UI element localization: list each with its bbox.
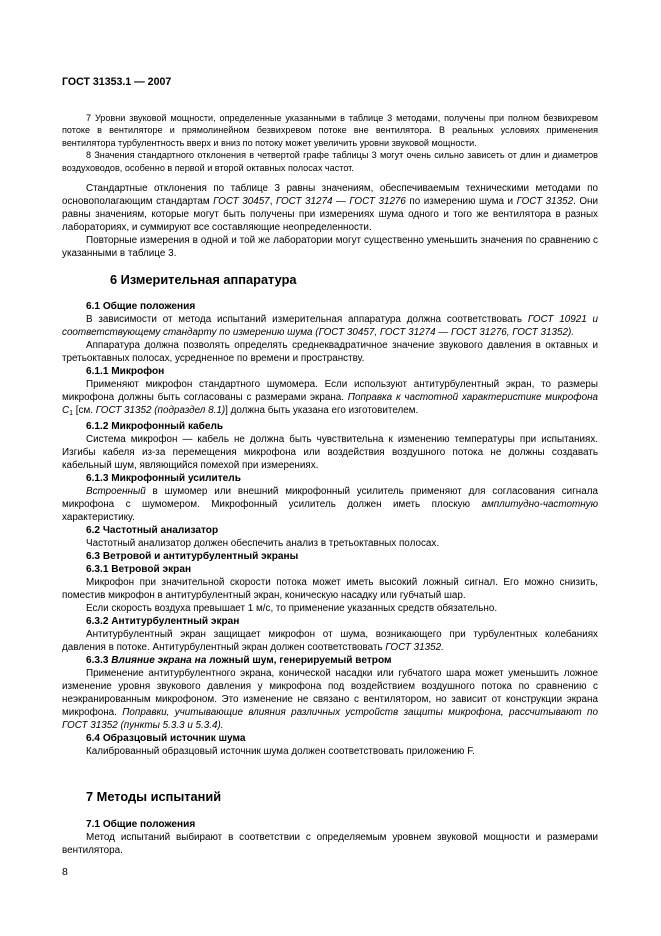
correction-ref: Поправка к частотной характеристике микрофона C — [62, 392, 598, 416]
italic-run: Поправки, учитывающие влияния различных устройств защиты микрофона, рассчитывают по ГОСТ 31352 (пункты 5.3.3 и 5.3.4). — [62, 707, 598, 731]
subsection-6-3-3-paragraph — [62, 667, 598, 732]
notes-block — [62, 112, 598, 174]
subsection-6-1-paragraph-1 — [62, 313, 598, 339]
section-6-body — [62, 300, 598, 758]
standard-deviation-paragraph — [62, 182, 598, 260]
subsection-6-1-1-paragraph — [62, 378, 598, 420]
text-run: Применяют микрофон стандартного шумомера. Если используют антитурбулентный экран, то размеры микрофона должны быть согласованы с размерами экрана. — [62, 379, 598, 403]
page-number: 8 — [62, 866, 68, 878]
subsection-6-3-1-title: 6.3.1 Ветровой экран — [86, 564, 192, 575]
subsection-6-3-1-paragraph-2: Если скорость воздуха превышает 1 м/с, то применение указанных средств обязательно. — [86, 603, 498, 614]
std-ref: ГОСТ 31352. — [385, 642, 444, 653]
section-7-title: 7 Методы испытаний — [86, 789, 222, 804]
text-run: ] должна быть указана его изготовителем. — [225, 405, 419, 416]
subscript: 1 — [69, 410, 74, 417]
section-6-title-block — [62, 272, 598, 287]
section-6-title: 6 Измерительная аппаратура — [110, 272, 297, 287]
std-ref: ГОСТ 10921 и соответствующему стандарту по измерению шума (ГОСТ 30457, ГОСТ 31274 — ГОСТ 31276, ГОСТ 31352). — [62, 314, 598, 338]
text-run: 6.3.3 — [86, 655, 112, 666]
text-run: , — [269, 196, 276, 207]
section-7-block — [62, 789, 598, 857]
note-7: 7 Уровни звуковой мощности, определенные указанными в таблице 3 методами, получены при полном безвихревом потоке в вентиляторе и прямолинейном безвихревом потоке вне вентилятора. В реальных условиях применения вентилятора турбулентность вверх и вниз по потоку может увеличить уровни звуковой мощности. — [62, 113, 598, 148]
subsection-6-3-2-title: 6.3.2 Антитурбулентный экран — [86, 616, 240, 627]
text-run: характеристику. — [62, 512, 135, 523]
text-run: по измерению шума и — [405, 196, 517, 207]
note-8: 8 Значения стандартного отклонения в четвертой графе таблицы 3 могут очень сильно зависеть от длин и диаметров воздуховодов, особенно в первой и второй октавных полосах частот. — [62, 150, 598, 173]
text-run: В зависимости от метода испытаний измерительная аппаратура должна соответствовать — [86, 314, 528, 325]
italic-run: Встроенный — [86, 486, 146, 497]
subsection-6-1-1-title: 6.1.1 Микрофон — [86, 366, 165, 377]
subsection-7-1-paragraph: Метод испытаний выбирают в соответствии с определяемым уровнем звуковой мощности и размерами вентилятора. — [62, 832, 598, 856]
subsection-6-3-2-paragraph — [62, 628, 598, 654]
italic-run: амплитудно-частотную — [481, 499, 598, 510]
subsection-7-1-title: 7.1 Общие положения — [86, 819, 196, 830]
subsection-6-3-3-title — [62, 654, 598, 667]
subsection-6-4-title: 6.4 Образцовый источник шума — [86, 733, 246, 744]
subsection-6-1-3-title: 6.1.3 Микрофонный усилитель — [86, 473, 241, 484]
italic-run: Влияние экрана на — [111, 655, 207, 666]
subsection-6-3-title: 6.3 Ветровой и антитурбулентный экраны — [86, 551, 299, 562]
subsection-6-3-1-paragraph-1: Микрофон при значительной скорости потока может иметь высокий ложный сигнал. Его можно снизить, поместив микрофон в антитурбулентный экран, коническую насадку или губчатый шар. — [62, 577, 598, 601]
text-run: Применение антитурбулентного экрана, конической насадки или губчатого шара может уменьшить ложное изменение уровня звукового давления у микрофона под воздействием воздушного потока по сравнению с неэкранированным микрофоном. Это изменение не связано с вентилятором, но зависит от конструкции экрана микрофона. — [62, 668, 598, 718]
subsection-6-1-title: 6.1 Общие положения — [86, 301, 196, 312]
text-run: . Они равны значениям, которые могут быть получены при измерениях шума одного и того же вентилятора в разных лабораториях, и суммируют все составляющие неопределенности. — [62, 196, 599, 233]
spacer — [62, 804, 598, 818]
std-ref: ГОСТ 31352 (подраздел 8.1) — [95, 405, 226, 416]
repeat-measurements-text: Повторные измерения в одной и той же лаборатории могут существенно уменьшить значения по сравнению с указанными в таблице 3. — [62, 235, 598, 259]
text-run: Стандартные отклонения по таблице 3 равны значениям, обеспечиваемым техническими методами по основополагающим стандартам — [62, 183, 598, 207]
std-ref: ГОСТ 30457 — [213, 196, 270, 207]
text-run: ложный шум, генерируемый ветром — [206, 655, 392, 666]
subsection-6-1-2-title: 6.1.2 Микрофонный кабель — [86, 421, 224, 432]
std-ref: ГОСТ 31274 — ГОСТ 31276 — [275, 196, 406, 207]
document-header: ГОСТ 31353.1 — 2007 — [62, 76, 172, 88]
subsection-6-2-title: 6.2 Частотный анализатор — [86, 525, 219, 536]
std-ref: ГОСТ 31352 — [516, 196, 574, 207]
text-run: [см. — [73, 405, 96, 416]
text-run: Антитурбулентный экран защищает микрофон от шума, возникающего при турбулентных колебаниях давления в потоке. Антитурбулентный экран должен соответствовать — [62, 629, 598, 653]
subsection-6-1-3-paragraph — [62, 485, 598, 524]
text-run: в шумомер или внешний микрофонный усилитель применяют для согласования сигнала микрофона с шумомером. Микрофонный усилитель должен иметь плоскую — [62, 486, 598, 510]
subsection-6-4-paragraph: Калиброванный образцовый источник шума должен соответствовать приложению F. — [86, 746, 475, 757]
subsection-6-2-paragraph: Частотный анализатор должен обеспечить анализ в третьоктавных полосах. — [86, 538, 440, 549]
subsection-6-1-2-paragraph: Система микрофон — кабель не должна быть чувствительна к изменению температуры при испытаниях. Изгибы кабеля из-за перемещения микрофона или воздействия воздушного потока не должны создавать кабельный шум, являющийся помехой при измерениях. — [62, 434, 598, 471]
subsection-6-1-paragraph-2: Аппаратура должна позволять определять среднеквадратичное значение звукового давления в октавных и третьоктавных полосах, усредненное по времени и пространству. — [62, 340, 598, 364]
std-deviation-text — [62, 182, 598, 234]
